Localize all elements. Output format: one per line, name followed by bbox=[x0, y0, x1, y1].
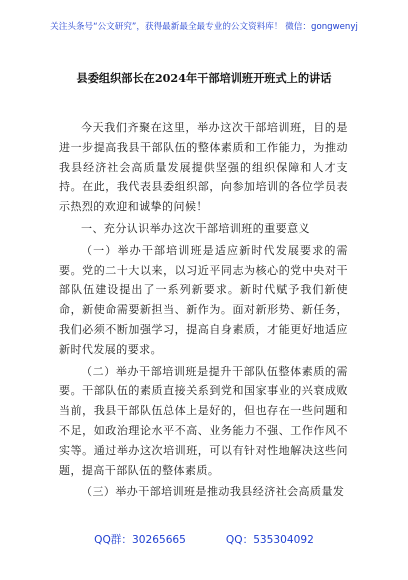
header-promo-note: 关注头条号“公文研究”，获得最新最全最专业的公文资料库！ 微信：gongwenyj bbox=[50, 22, 358, 32]
paragraph-point-2: （二）举办干部培训班是提升干部队伍整体素质的需要。干部队伍的素质直接关系到党和国家事业的兴衰成败当前，我县干部队伍总体上是好的，但也存在一些问题和不足，如政治理论水平不高、业务能力不强、工作作风不实等。通过举办这次培训班，可以有针对性地解决这些问题，提高干部队伍的整体素质。 bbox=[59, 364, 348, 477]
document-title: 县委组织部长在2024年干部培训班开班式上的讲话 bbox=[76, 71, 332, 85]
paragraph-point-1: （一）举办干部培训班是适应新时代发展要求的需要。党的二十大以来，以习近平同志为核心的党中央对干部队伍建设提出了一系列新要求。新时代赋予我们新使命，新使命需要新担当、新作为。面对新形势、新任务，我们必须不断加强学习，提高自身素质，才能更好地适应新时代发展的要求。 bbox=[59, 243, 348, 356]
paragraph-intro: 今天我们齐聚在这里，举办这次干部培训班，目的是进一步提高我县干部队伍的整体素质和工作能力，为推动我县经济社会高质量发展提供坚强的组织保障和人才支持。在此，我代表县委组织部，向参加培训的各位学员表示热烈的欢迎和诚挚的问候！ bbox=[59, 121, 348, 214]
document-body bbox=[59, 118, 348, 502]
section-heading: 一、充分认识举办这次干部培训班的重要意义 bbox=[81, 221, 310, 235]
footer-qq-group: QQ群：30265665 bbox=[94, 534, 186, 546]
footer-qq: QQ：535304092 bbox=[225, 534, 314, 546]
paragraph-point-3: （三）举办干部培训班是推动我县经济社会高质量发 bbox=[81, 485, 345, 499]
footer-contact bbox=[0, 532, 408, 547]
